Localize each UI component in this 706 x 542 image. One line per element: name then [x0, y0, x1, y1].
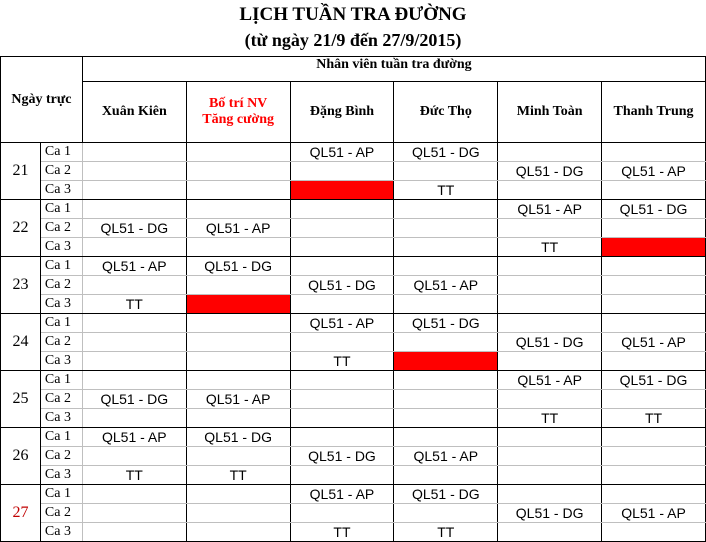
- table-row: [1, 143, 706, 162]
- table-row: [1, 238, 706, 257]
- highlight-cell: [186, 295, 290, 314]
- shift-cell: [498, 257, 602, 276]
- shift-label: Ca 3: [40, 181, 82, 200]
- shift-cell: [498, 276, 602, 295]
- column-header: [82, 82, 186, 143]
- shift-cell: [290, 333, 394, 352]
- shift-cell: [290, 371, 394, 390]
- shift-cell: TT: [290, 523, 394, 542]
- shift-cell: [498, 352, 602, 371]
- column-header-line1: Minh Toàn: [516, 104, 583, 119]
- shift-cell: [498, 219, 602, 238]
- shift-cell: QL51 - AP: [186, 219, 290, 238]
- day-cell: 21: [1, 143, 41, 200]
- table-row: [1, 390, 706, 409]
- shift-label: Ca 3: [40, 409, 82, 428]
- shift-cell: [394, 466, 498, 485]
- shift-cell: QL51 - AP: [498, 200, 602, 219]
- shift-cell: [290, 466, 394, 485]
- shift-cell: QL51 - DG: [498, 162, 602, 181]
- shift-cell: QL51 - DG: [498, 504, 602, 523]
- shift-cell: [186, 409, 290, 428]
- shift-cell: QL51 - AP: [394, 447, 498, 466]
- shift-cell: QL51 - DG: [82, 390, 186, 409]
- shift-cell: [82, 238, 186, 257]
- shift-cell: [498, 428, 602, 447]
- shift-cell: [394, 257, 498, 276]
- shift-cell: [394, 428, 498, 447]
- shift-cell: [602, 143, 706, 162]
- shift-label: Ca 2: [40, 447, 82, 466]
- shift-cell: [394, 200, 498, 219]
- shift-cell: [290, 428, 394, 447]
- table-row: [1, 523, 706, 542]
- shift-cell: QL51 - DG: [186, 428, 290, 447]
- shift-cell: [602, 466, 706, 485]
- shift-cell: TT: [82, 295, 186, 314]
- shift-cell: [602, 523, 706, 542]
- shift-cell: [82, 485, 186, 504]
- column-header-line1: Bố trí NV: [208, 96, 268, 111]
- shift-cell: [394, 409, 498, 428]
- shift-cell: [186, 371, 290, 390]
- shift-label: Ca 2: [40, 162, 82, 181]
- shift-cell: [186, 504, 290, 523]
- shift-label: Ca 3: [40, 466, 82, 485]
- shift-cell: [602, 314, 706, 333]
- table-row: [1, 333, 706, 352]
- shift-cell: [290, 257, 394, 276]
- shift-cell: [186, 523, 290, 542]
- page-subtitle: (từ ngày 21/9 đến 27/9/2015): [244, 30, 462, 50]
- shift-cell: [498, 390, 602, 409]
- shift-cell: [186, 162, 290, 181]
- shift-cell: [498, 314, 602, 333]
- column-header: [498, 82, 602, 143]
- column-header-line1: Thanh Trung: [613, 104, 694, 119]
- shift-cell: [394, 238, 498, 257]
- shift-cell: QL51 - DG: [394, 485, 498, 504]
- shift-cell: [394, 162, 498, 181]
- shift-cell: QL51 - DG: [394, 314, 498, 333]
- shift-cell: QL51 - AP: [290, 314, 394, 333]
- shift-cell: [394, 390, 498, 409]
- shift-cell: QL51 - DG: [186, 257, 290, 276]
- shift-cell: [186, 181, 290, 200]
- column-header: [602, 82, 706, 143]
- shift-cell: [290, 295, 394, 314]
- shift-cell: QL51 - AP: [394, 276, 498, 295]
- column-header-line1: Xuân Kiên: [101, 104, 167, 119]
- shift-cell: [498, 295, 602, 314]
- shift-cell: QL51 - DG: [602, 200, 706, 219]
- table-row: [1, 485, 706, 504]
- shift-cell: [290, 238, 394, 257]
- shift-cell: [394, 219, 498, 238]
- day-cell: 26: [1, 428, 41, 485]
- shift-cell: [602, 352, 706, 371]
- header-group: Nhân viên tuần tra đường: [82, 57, 705, 82]
- shift-cell: [82, 276, 186, 295]
- shift-cell: [186, 485, 290, 504]
- table-row: [1, 162, 706, 181]
- shift-cell: [82, 352, 186, 371]
- shift-label: Ca 1: [40, 143, 82, 162]
- shift-label: Ca 1: [40, 314, 82, 333]
- day-cell: 27: [1, 485, 41, 542]
- shift-cell: [602, 447, 706, 466]
- schedule-body: [1, 143, 706, 542]
- shift-cell: [394, 333, 498, 352]
- table-row: [1, 371, 706, 390]
- shift-cell: [498, 143, 602, 162]
- shift-cell: QL51 - DG: [290, 447, 394, 466]
- shift-label: Ca 3: [40, 523, 82, 542]
- shift-cell: QL51 - AP: [82, 428, 186, 447]
- shift-cell: TT: [82, 466, 186, 485]
- shift-cell: [82, 447, 186, 466]
- shift-cell: TT: [186, 466, 290, 485]
- shift-label: Ca 2: [40, 390, 82, 409]
- shift-label: Ca 1: [40, 485, 82, 504]
- shift-label: Ca 2: [40, 276, 82, 295]
- schedule-table: [0, 56, 706, 542]
- shift-cell: [82, 314, 186, 333]
- day-cell: 24: [1, 314, 41, 371]
- shift-cell: QL51 - DG: [290, 276, 394, 295]
- shift-cell: [290, 504, 394, 523]
- shift-cell: QL51 - AP: [186, 390, 290, 409]
- shift-cell: QL51 - DG: [394, 143, 498, 162]
- page-title: LỊCH TUẦN TRA ĐƯỜNG: [239, 4, 467, 25]
- shift-label: Ca 1: [40, 200, 82, 219]
- day-cell: 25: [1, 371, 41, 428]
- shift-cell: [186, 143, 290, 162]
- shift-cell: QL51 - AP: [82, 257, 186, 276]
- shift-cell: QL51 - AP: [602, 333, 706, 352]
- shift-cell: [290, 200, 394, 219]
- shift-cell: TT: [290, 352, 394, 371]
- column-header: [394, 82, 498, 143]
- shift-cell: [498, 485, 602, 504]
- shift-cell: [186, 200, 290, 219]
- shift-cell: [498, 181, 602, 200]
- table-row: [1, 200, 706, 219]
- table-row: [1, 295, 706, 314]
- table-row: [1, 447, 706, 466]
- shift-cell: QL51 - AP: [498, 371, 602, 390]
- table-row: [1, 314, 706, 333]
- shift-cell: [394, 295, 498, 314]
- column-header: [186, 82, 290, 143]
- shift-cell: [82, 409, 186, 428]
- shift-cell: [290, 409, 394, 428]
- shift-cell: [186, 352, 290, 371]
- column-header-row: [1, 82, 706, 143]
- shift-label: Ca 2: [40, 219, 82, 238]
- highlight-cell: [602, 238, 706, 257]
- table-row: [1, 504, 706, 523]
- shift-label: Ca 3: [40, 295, 82, 314]
- table-row: [1, 466, 706, 485]
- shift-label: Ca 2: [40, 333, 82, 352]
- day-cell: 23: [1, 257, 41, 314]
- shift-cell: TT: [394, 181, 498, 200]
- shift-cell: [602, 219, 706, 238]
- column-header-line1: Đức Thọ: [419, 104, 472, 119]
- shift-cell: [186, 333, 290, 352]
- table-row: [1, 257, 706, 276]
- shift-cell: TT: [498, 409, 602, 428]
- shift-cell: QL51 - AP: [290, 143, 394, 162]
- highlight-cell: [290, 181, 394, 200]
- table-row: [1, 219, 706, 238]
- table-row: [1, 276, 706, 295]
- shift-cell: TT: [394, 523, 498, 542]
- header-ngay-truc: Ngày trực: [1, 57, 83, 143]
- shift-cell: [290, 162, 394, 181]
- highlight-cell: [394, 352, 498, 371]
- shift-cell: [602, 428, 706, 447]
- shift-cell: QL51 - AP: [602, 162, 706, 181]
- shift-cell: [82, 143, 186, 162]
- shift-cell: QL51 - DG: [82, 219, 186, 238]
- shift-cell: [602, 485, 706, 504]
- column-header-line2: Tăng cường: [202, 112, 275, 127]
- shift-cell: [602, 390, 706, 409]
- shift-cell: [498, 523, 602, 542]
- shift-cell: TT: [498, 238, 602, 257]
- shift-cell: [186, 447, 290, 466]
- shift-cell: [290, 219, 394, 238]
- shift-cell: QL51 - DG: [602, 371, 706, 390]
- shift-cell: [82, 371, 186, 390]
- shift-cell: [394, 504, 498, 523]
- shift-cell: [498, 466, 602, 485]
- shift-cell: [186, 238, 290, 257]
- shift-cell: [82, 181, 186, 200]
- table-row: [1, 352, 706, 371]
- day-cell: 22: [1, 200, 41, 257]
- shift-cell: [186, 276, 290, 295]
- shift-cell: [602, 181, 706, 200]
- shift-cell: [602, 295, 706, 314]
- shift-cell: [394, 371, 498, 390]
- shift-cell: [82, 162, 186, 181]
- table-row: [1, 428, 706, 447]
- shift-cell: [82, 523, 186, 542]
- shift-cell: [82, 200, 186, 219]
- shift-cell: TT: [602, 409, 706, 428]
- shift-label: Ca 3: [40, 352, 82, 371]
- shift-label: Ca 2: [40, 504, 82, 523]
- shift-cell: [602, 276, 706, 295]
- table-row: [1, 181, 706, 200]
- shift-cell: QL51 - DG: [498, 333, 602, 352]
- shift-cell: [186, 314, 290, 333]
- shift-label: Ca 1: [40, 257, 82, 276]
- shift-cell: [82, 333, 186, 352]
- column-header-line1: Đặng Bình: [309, 104, 375, 119]
- column-header: [290, 82, 394, 143]
- shift-label: Ca 1: [40, 428, 82, 447]
- shift-cell: [602, 257, 706, 276]
- table-row: [1, 409, 706, 428]
- shift-cell: [498, 447, 602, 466]
- shift-cell: [290, 390, 394, 409]
- shift-cell: QL51 - AP: [290, 485, 394, 504]
- shift-label: Ca 3: [40, 238, 82, 257]
- shift-cell: [82, 504, 186, 523]
- shift-cell: QL51 - AP: [602, 504, 706, 523]
- shift-label: Ca 1: [40, 371, 82, 390]
